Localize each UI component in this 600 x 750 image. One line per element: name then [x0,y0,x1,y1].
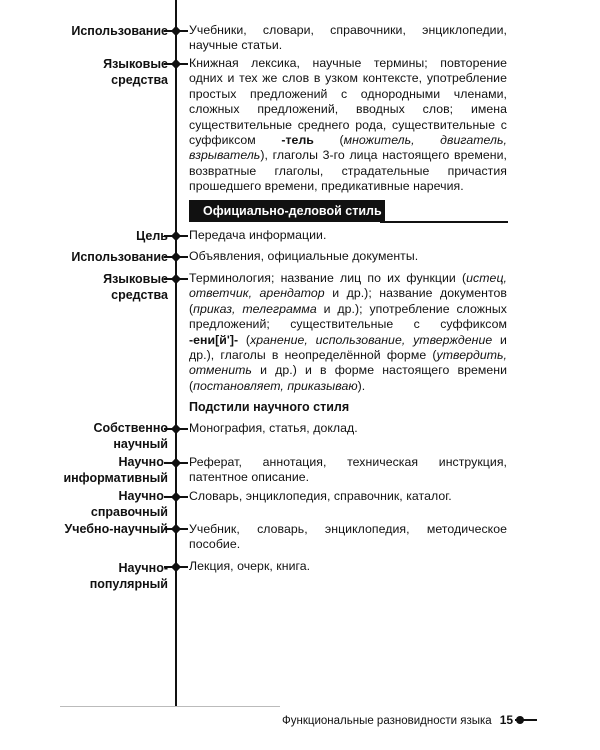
example-words: хранение, использование, утверждение [250,332,493,347]
text-fragment: Терминология; название лиц по их функции ( [189,271,467,285]
label-line: Учебно-научный [64,522,168,536]
example-words: множитель, двигатель, взрыватель [189,133,507,163]
example-words: истец, ответчик, арендатор [189,271,507,301]
diamond-bullet-icon [171,524,181,534]
example-words: постановляет, приказываю [193,378,358,393]
diamond-bullet-icon [171,26,181,36]
section-label-means [103,271,168,303]
diamond-bullet-icon [171,458,181,468]
substyle-text: Лекция, очерк, книга. [189,559,311,573]
label-line: Собственно [93,421,168,435]
substyle-label [63,454,168,486]
text-fragment: и др.); употребление сложных предложений; существительные с суффиксом [189,301,507,332]
label-line: Языковые [103,272,168,286]
official-usage-text: Объявления, официальные документы. [189,249,419,263]
substyle-text: Учебник, словарь, энциклопедия, методическое пособие. [189,522,507,552]
substyle-text: Монография, статья, доклад. [189,421,358,435]
section-label-means [103,56,168,88]
diamond-bullet-icon [171,231,181,241]
footer-title: Функциональные разновидности языка [282,715,492,727]
footer-arrow-icon [515,719,537,721]
banner-underline [380,221,508,223]
label-line: Языковые [103,57,168,71]
diamond-bullet-icon [171,424,181,434]
footer-rule [60,706,280,707]
label-line: информативный [63,471,168,485]
label-line: научный [113,437,168,451]
substyles-heading: Подстили научного стиля [189,400,350,414]
diamond-bullet-icon [171,274,181,284]
diamond-bullet-icon [171,492,181,502]
label-line: Научно- [118,561,168,575]
text-fragment: ( [313,133,344,148]
substyle-label [94,420,169,452]
section-label-usage: Использование [71,250,168,264]
label-line: средства [111,288,168,302]
label-line: Научно- [118,455,168,469]
vertical-timeline-line [175,0,177,706]
means-text [189,56,507,195]
label-line: средства [111,73,168,87]
text-fragment: и др.), глаголы в неопределённой форме ( [189,332,507,363]
substyle-label [91,488,168,520]
substyle-label [64,521,168,537]
text-fragment: и др.) и в форме настоящего времени ( [189,363,507,393]
suffix-term: -тель [281,133,314,148]
label-line: Научно- [118,489,168,503]
page-footer [282,712,513,729]
suffix-term: -ени[й']- [189,332,239,347]
substyle-text: Реферат, аннотация, техническая инструкция, патентное описание. [189,455,507,485]
example-words: приказ, телеграмма [193,301,317,316]
text-fragment: ). [357,378,366,393]
text-fragment: Книжная лексика, научные термины; повторение одних и тех же слов в узком контексте, употребление простых предложений с однородными членами, сложных предложений, вводных слов; имена существительные среднего рода, существительные с суффиксом [189,56,507,148]
text-fragment: ( [238,332,251,347]
label-line: популярный [89,577,168,591]
text-fragment: и др.); название документов ( [189,286,508,316]
diamond-bullet-icon [171,562,181,572]
text-fragment: ), глаголы 3-го лица настоящего времени, возвратные глаголы, страдательные причастия прошедшего времени, предикативные наречия. [189,148,507,194]
substyle-label [90,560,168,592]
label-line: справочный [90,505,168,519]
substyle-text: Словарь, энциклопедия, справочник, каталог. [189,489,452,503]
official-style-banner: Официально-деловой стиль [189,200,385,222]
diamond-bullet-icon [171,252,181,262]
goal-text: Передача информации. [189,228,327,242]
section-label-usage: Использование [71,24,168,38]
diamond-bullet-icon [171,59,181,69]
page-number: 15 [499,713,514,727]
example-words: утвердить, отменить [189,348,507,378]
official-means-text [189,271,507,394]
usage-text: Учебники, словари, справочники, энциклопедии, научные статьи. [189,23,507,53]
section-label-goal: Цель [136,229,168,243]
